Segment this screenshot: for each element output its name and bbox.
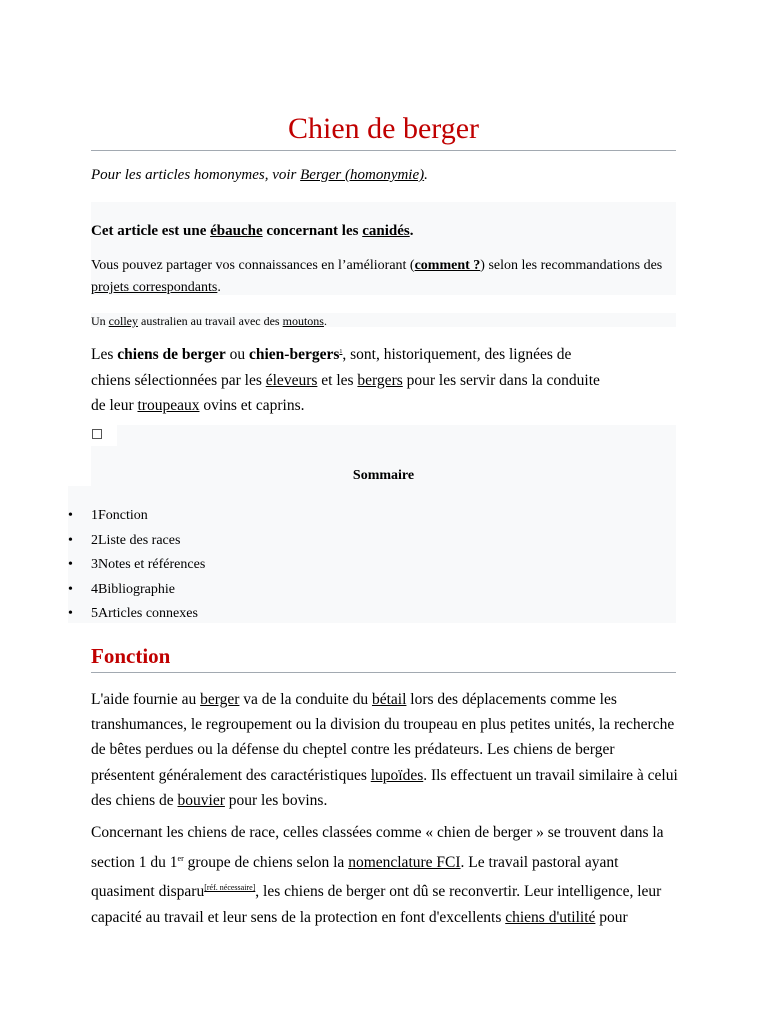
intro-text: Les: [91, 346, 118, 364]
ebauche-link[interactable]: ébauche: [210, 223, 263, 239]
bouvier-link[interactable]: bouvier: [177, 791, 225, 809]
stub-description: [91, 255, 676, 299]
body-text: va de la conduite du: [239, 691, 372, 708]
stub-text: .: [217, 280, 221, 295]
toc-item-label[interactable]: 5Articles connexes: [91, 606, 198, 622]
intro-bold: chien-bergers: [249, 346, 340, 364]
moutons-link[interactable]: moutons: [282, 314, 324, 328]
caption-text: Un: [91, 314, 109, 328]
stub-text: Vous pouvez partager vos connaissances en l’améliorant (: [91, 258, 415, 273]
stub-text: .: [409, 223, 414, 239]
body-text: lors des déplacements comme les transhumances, le regroupement ou la division du troupeau en plus petites unités, la recherche de bêtes perdues ou la défense du cheptel contre les prédateurs. Les chiens de berger présentent généralement des caractéristiques: [91, 691, 675, 784]
body-text: L'aide fournie au: [91, 691, 201, 708]
stub-text: Cet article est une: [91, 223, 211, 239]
reference-link[interactable]: 1: [339, 349, 343, 355]
fonction-paragraph-1: [91, 687, 681, 813]
toc-item-label[interactable]: 4Bibliographie: [91, 581, 175, 597]
troupeaux-link[interactable]: troupeaux: [137, 397, 200, 415]
toc-item-label[interactable]: 1Fonction: [91, 508, 148, 523]
body-text: pour les bovins.: [224, 791, 328, 809]
intro-text: et les: [317, 371, 358, 389]
projets-link[interactable]: projets correspondants: [91, 280, 218, 295]
image-caption: [91, 313, 676, 327]
intro-paragraph: [91, 340, 611, 419]
toc-item-label[interactable]: 3Notes et références: [91, 557, 206, 573]
stub-text: concernant les: [262, 223, 363, 239]
intro-text: pour les servir dans la conduite de leur: [91, 371, 600, 415]
bergers-link[interactable]: bergers: [357, 371, 403, 389]
fonction-paragraph-2: [91, 820, 681, 930]
lupoides-link[interactable]: lupoïdes: [370, 766, 424, 784]
body-text: Concernant les chiens de race, celles classées comme « chien de berger » se trouvent dans la section 1 du 1: [91, 824, 664, 871]
intro-text: ovins et caprins.: [199, 397, 305, 415]
colley-link[interactable]: colley: [108, 314, 138, 328]
nomenclature-fci-link[interactable]: nomenclature FCI: [348, 853, 461, 871]
bullet-icon: •: [68, 606, 73, 622]
intro-text: , sont, historiquement, des lignées de chiens sélectionnées par les: [91, 346, 572, 389]
betail-link[interactable]: bétail: [371, 691, 407, 708]
eleveurs-link[interactable]: éleveurs: [265, 371, 318, 389]
hatnote-prefix: Pour les articles homonymes, voir: [91, 167, 301, 183]
toc-toggle-checkbox[interactable]: [92, 429, 102, 439]
superscript: er: [177, 853, 184, 863]
stub-banner: [91, 202, 676, 295]
page-title: Chien de berger: [91, 112, 676, 151]
table-of-contents: [91, 425, 676, 623]
berger-link[interactable]: berger: [200, 691, 240, 708]
hatnote-suffix: .: [424, 167, 428, 183]
body-text: . Ils effectuent un travail similaire à celui des chiens de: [91, 766, 678, 809]
section-heading-fonction: Fonction: [91, 644, 676, 673]
stub-text: ) selon les recommandations des: [480, 258, 663, 273]
comment-link[interactable]: comment ?: [414, 258, 481, 273]
body-text: pour: [595, 908, 628, 926]
chiens-utilite-link[interactable]: chiens d'utilité: [505, 908, 596, 926]
hatnote: [91, 167, 428, 184]
intro-bold: chiens de berger: [117, 346, 226, 364]
citation-needed-link[interactable]: [réf. nécessaire]: [204, 883, 256, 893]
stub-title: [91, 223, 413, 240]
bullet-icon: •: [68, 557, 73, 573]
canides-link[interactable]: canidés: [362, 223, 410, 239]
intro-text: ou: [225, 346, 249, 364]
toc-title: Sommaire: [352, 468, 415, 483]
bullet-icon: •: [68, 508, 73, 523]
caption-text: australien au travail avec des: [138, 314, 283, 328]
homonymie-link[interactable]: Berger (homonymie): [300, 167, 425, 183]
toc-item-label[interactable]: 2Liste des races: [91, 532, 181, 548]
bullet-icon: •: [68, 532, 73, 548]
body-text: , les chiens de berger ont dû se reconvertir. Leur intelligence, leur capacité au travail et leur sens de la protection en font d'excellents: [91, 883, 662, 926]
bullet-icon: •: [68, 581, 73, 597]
body-text: groupe de chiens selon la: [183, 853, 349, 871]
caption-text: .: [323, 314, 327, 328]
body-text: . Le travail pastoral ayant quasiment disparu: [91, 853, 619, 901]
